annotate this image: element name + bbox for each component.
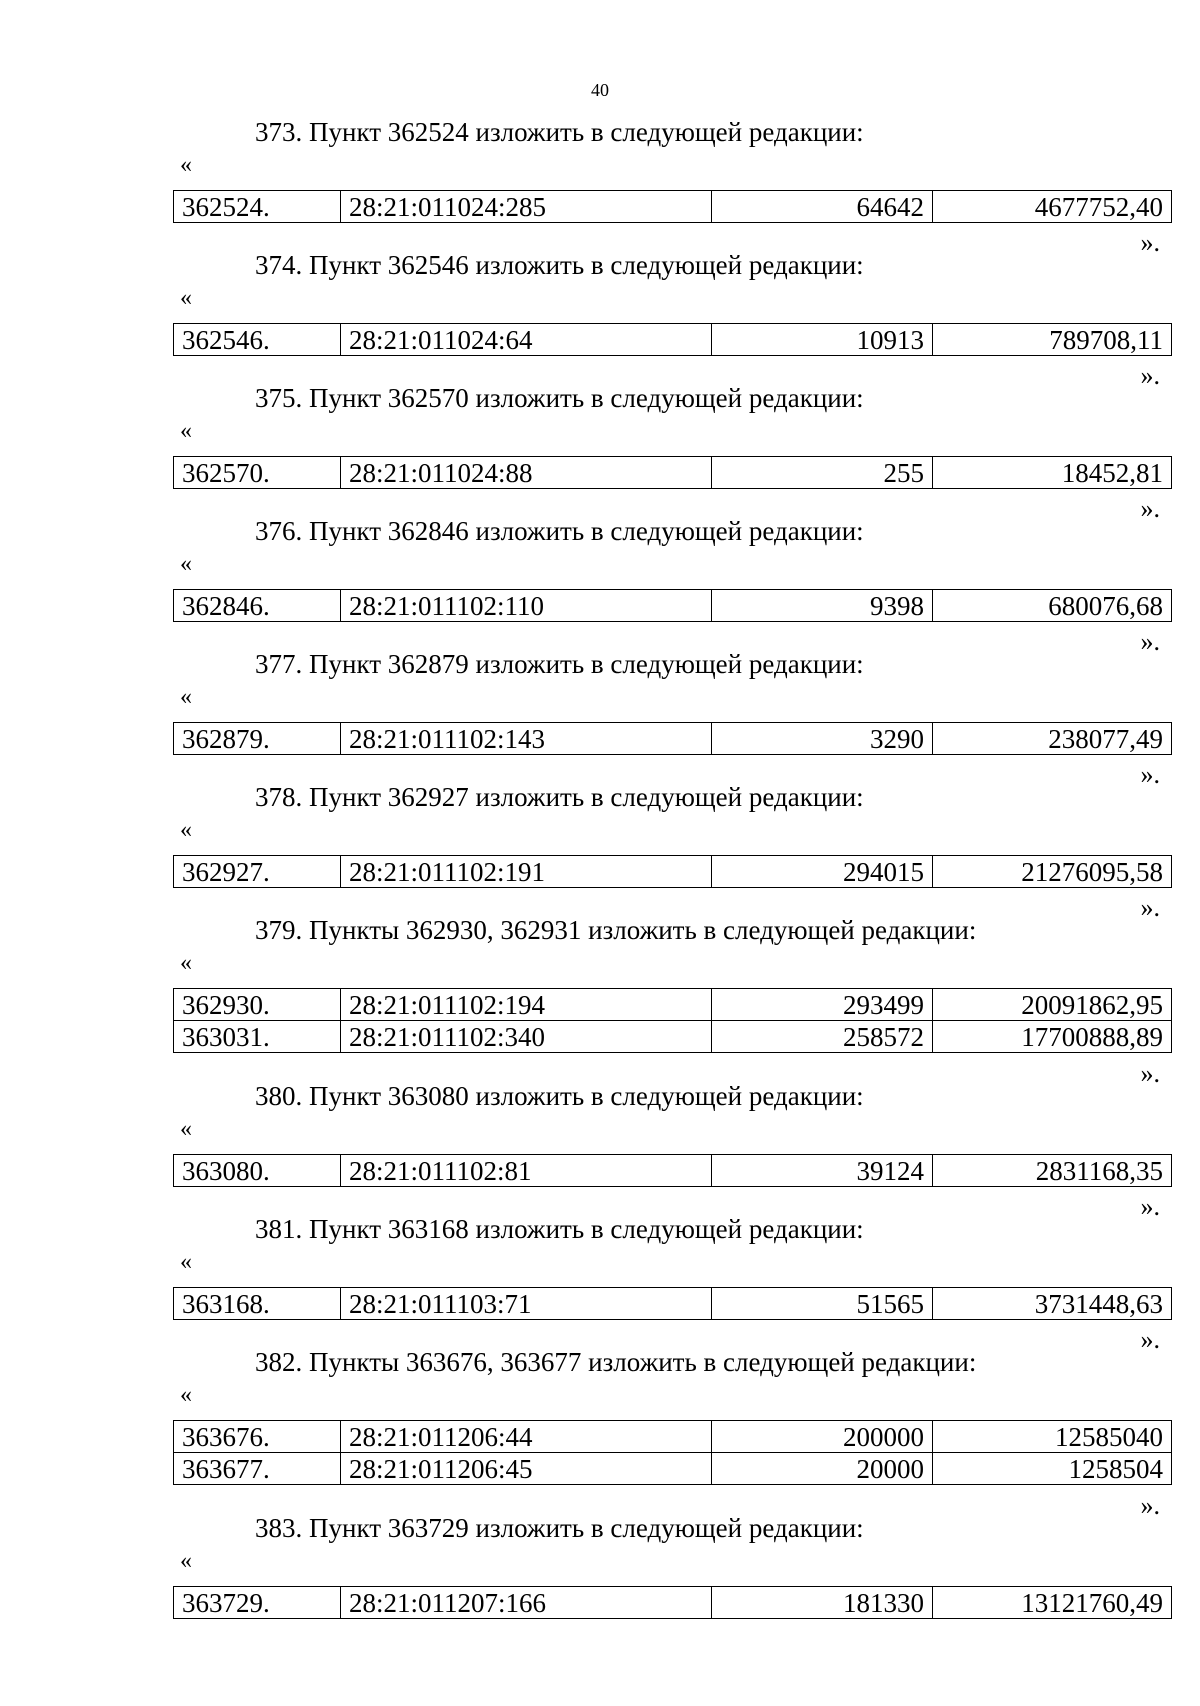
table-row [174,590,1172,622]
amendment-heading: 378. Пункт 362927 изложить в следующей редакции: [255,782,864,812]
area-cell: 200000 [712,1421,933,1453]
opening-quote: « [180,684,192,710]
area-cell: 294015 [712,856,933,888]
value-cell: 17700888,89 [933,1021,1172,1053]
table-row [174,1021,1172,1053]
area-cell: 293499 [712,989,933,1021]
opening-quote: « [180,817,192,843]
value-cell: 18452,81 [933,457,1172,489]
cadastral-number-cell: 28:21:011103:71 [341,1288,712,1320]
cadastral-number-cell: 28:21:011102:143 [341,723,712,755]
closing-quote: ». [1140,361,1160,390]
item-number-cell: 363677. [174,1453,341,1485]
opening-quote: « [180,418,192,444]
amendment-section [0,648,1200,789]
table-row [174,324,1172,356]
opening-quote: « [180,950,192,976]
amendment-section [0,1080,1200,1221]
amendment-heading: 381. Пункт 363168 изложить в следующей редакции: [255,1214,864,1244]
item-number-cell: 362927. [174,856,341,888]
table-row [174,1155,1172,1187]
table-row [174,856,1172,888]
cadastral-number-cell: 28:21:011024:285 [341,191,712,223]
cadastral-number-cell: 28:21:011102:194 [341,989,712,1021]
amendment-heading: 383. Пункт 363729 изложить в следующей редакции: [255,1513,864,1543]
cadastral-number-cell: 28:21:011102:81 [341,1155,712,1187]
amendment-section [0,1512,1200,1645]
amendment-section [0,116,1200,257]
cadastral-number-cell: 28:21:011102:340 [341,1021,712,1053]
item-number-cell: 363080. [174,1155,341,1187]
entry-table [173,1287,1172,1320]
entry-table [173,1420,1172,1485]
item-number-cell: 362930. [174,989,341,1021]
value-cell: 2831168,35 [933,1155,1172,1187]
amendment-section [0,1213,1200,1354]
table-row [174,1453,1172,1485]
closing-quote: ». [1140,627,1160,656]
item-number-cell: 363031. [174,1021,341,1053]
area-cell: 51565 [712,1288,933,1320]
item-number-cell: 362879. [174,723,341,755]
value-cell: 238077,49 [933,723,1172,755]
closing-quote: ». [1140,760,1160,789]
cadastral-number-cell: 28:21:011206:44 [341,1421,712,1453]
opening-quote: « [180,551,192,577]
entry-table [173,1586,1172,1619]
opening-quote: « [180,1116,192,1142]
cadastral-number-cell: 28:21:011024:88 [341,457,712,489]
amendment-heading: 379. Пункты 362930, 362931 изложить в следующей редакции: [255,915,977,945]
area-cell: 258572 [712,1021,933,1053]
value-cell: 21276095,58 [933,856,1172,888]
opening-quote: « [180,1548,192,1574]
opening-quote: « [180,152,192,178]
page-number: 40 [591,80,609,100]
amendment-heading: 382. Пункты 363676, 363677 изложить в следующей редакции: [255,1347,977,1377]
closing-quote: ». [1140,228,1160,257]
amendment-section [0,249,1200,390]
opening-quote: « [180,1249,192,1275]
item-number-cell: 362546. [174,324,341,356]
item-number-cell: 362846. [174,590,341,622]
entry-table [173,589,1172,622]
cadastral-number-cell: 28:21:011206:45 [341,1453,712,1485]
item-number-cell: 362570. [174,457,341,489]
amendment-heading: 373. Пункт 362524 изложить в следующей редакции: [255,117,864,147]
table-row [174,1421,1172,1453]
closing-quote: ». [1140,1491,1160,1520]
cadastral-number-cell: 28:21:011102:110 [341,590,712,622]
amendment-section [0,382,1200,523]
value-cell: 680076,68 [933,590,1172,622]
table-row [174,191,1172,223]
opening-quote: « [180,1382,192,1408]
value-cell: 789708,11 [933,324,1172,356]
amendment-heading: 377. Пункт 362879 изложить в следующей редакции: [255,649,864,679]
cadastral-number-cell: 28:21:011207:166 [341,1587,712,1619]
item-number-cell: 362524. [174,191,341,223]
entry-table [173,722,1172,755]
amendment-section [0,1346,1200,1520]
area-cell: 20000 [712,1453,933,1485]
value-cell: 13121760,49 [933,1587,1172,1619]
amendment-section [0,515,1200,656]
amendment-heading: 380. Пункт 363080 изложить в следующей редакции: [255,1081,864,1111]
entry-table [173,1154,1172,1187]
entry-table [173,323,1172,356]
item-number-cell: 363729. [174,1587,341,1619]
area-cell: 39124 [712,1155,933,1187]
amendment-section [0,781,1200,922]
table-row [174,457,1172,489]
table-row [174,1587,1172,1619]
area-cell: 255 [712,457,933,489]
amendment-section [0,914,1200,1088]
item-number-cell: 363676. [174,1421,341,1453]
closing-quote: ». [1140,893,1160,922]
entry-table [173,456,1172,489]
table-row [174,989,1172,1021]
area-cell: 10913 [712,324,933,356]
closing-quote: ». [1140,1325,1160,1354]
entry-table [173,855,1172,888]
cadastral-number-cell: 28:21:011024:64 [341,324,712,356]
value-cell: 1258504 [933,1453,1172,1485]
value-cell: 4677752,40 [933,191,1172,223]
amendment-heading: 374. Пункт 362546 изложить в следующей редакции: [255,250,864,280]
amendment-heading: 375. Пункт 362570 изложить в следующей редакции: [255,383,864,413]
value-cell: 12585040 [933,1421,1172,1453]
entry-table [173,988,1172,1053]
table-row [174,723,1172,755]
area-cell: 9398 [712,590,933,622]
value-cell: 3731448,63 [933,1288,1172,1320]
document-body [0,116,1200,1645]
closing-quote: ». [1140,494,1160,523]
opening-quote: « [180,285,192,311]
area-cell: 181330 [712,1587,933,1619]
item-number-cell: 363168. [174,1288,341,1320]
area-cell: 3290 [712,723,933,755]
closing-quote: ». [1140,1059,1160,1088]
area-cell: 64642 [712,191,933,223]
cadastral-number-cell: 28:21:011102:191 [341,856,712,888]
value-cell: 20091862,95 [933,989,1172,1021]
closing-quote: ». [1140,1192,1160,1221]
entry-table [173,190,1172,223]
amendment-heading: 376. Пункт 362846 изложить в следующей редакции: [255,516,864,546]
table-row [174,1288,1172,1320]
